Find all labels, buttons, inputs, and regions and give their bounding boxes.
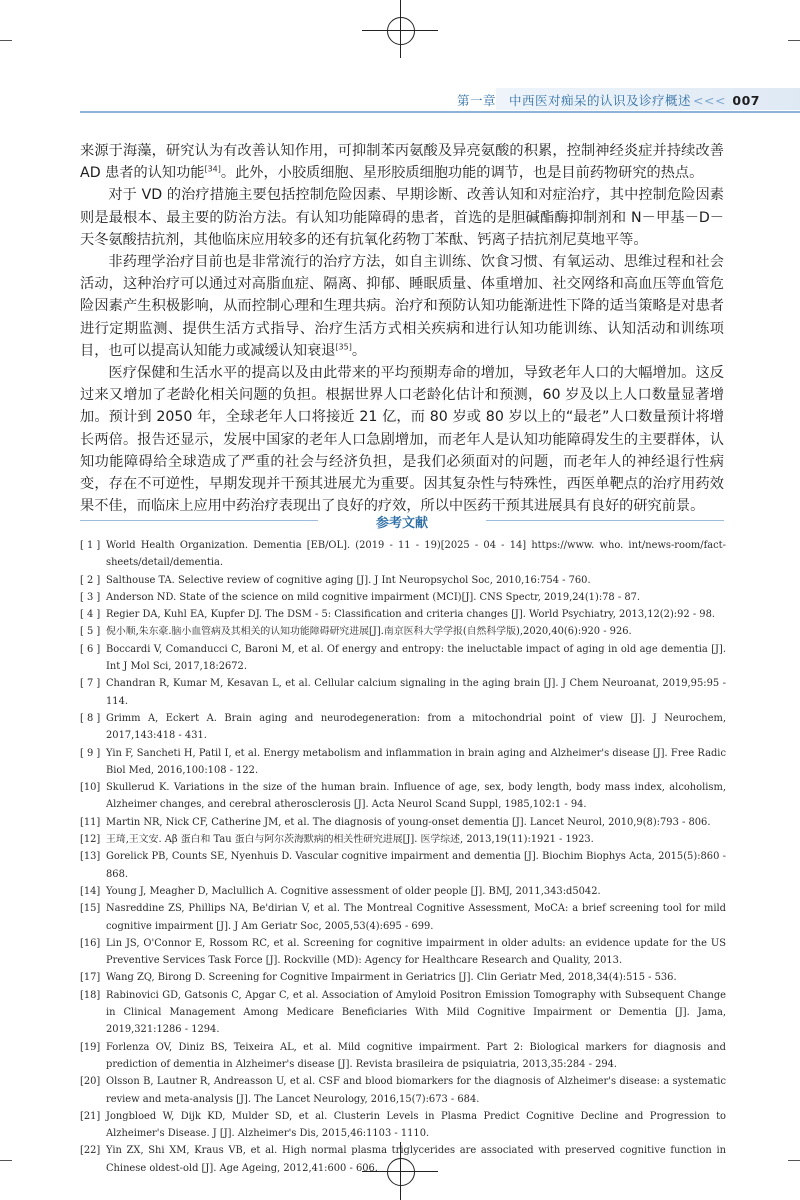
reference-text: Nasreddine ZS, Phillips NA, Be'dirian V, et al. The Montreal Cognitive Assessment, MoCA: a brief screening tool for mild cognitive impairment [J]. J Am Geriatr Soc, 2005,53(4):695 - 699. — [106, 903, 726, 932]
reference-text: Chandran R, Kumar M, Kesavan L, et al. Cellular calcium signaling in the aging brain [J]. J Chem Neuroanat, 2019,95:95 - 114. — [106, 678, 726, 707]
reference-number: [11] — [80, 816, 101, 828]
header-rule — [80, 111, 800, 113]
citation: [34] — [204, 164, 221, 174]
reference-number: [12] — [80, 834, 101, 846]
reference-item — [80, 589, 726, 606]
reference-number: [ 1 ] — [80, 540, 101, 551]
reference-text: Regier DA, Kuhl EA, Kupfer DJ. The DSM - 5: Classification and criteria changes [J]. World Psychiatry, 2013,12(2):92 - 98. — [106, 609, 716, 621]
reference-text: Olsson B, Lautner R, Andreasson U, et al. CSF and blood biomarkers for the diagnosis of Alzheimer's disease: a systematic review and meta-analysis [J]. The Lancet Neurology, 2016,15(7):673 - 684. — [106, 1076, 726, 1105]
reference-item — [80, 814, 726, 831]
reference-text: Young J, Meagher D, Maclullich A. Cognitive assessment of older people [J]. BMJ, 2011,343:d5042. — [106, 885, 601, 897]
reference-number: [13] — [80, 851, 101, 863]
reference-number: [ 8 ] — [80, 712, 101, 724]
references-title: 参考文献 — [375, 516, 428, 531]
corner-mark — [0, 40, 12, 41]
crop-mark-top-horizontal — [362, 30, 438, 31]
reference-item — [80, 641, 726, 676]
reference-item — [80, 623, 726, 640]
header-arrows: <<< — [693, 93, 726, 108]
reference-number: [17] — [80, 972, 101, 984]
reference-number: [ 5 ] — [80, 626, 101, 638]
reference-text: Skullerud K. Variations in the size of the human brain. Influence of age, sex, body length, body mass index, alcoholism, Alzheimer changes, and cerebral atherosclerosis [J]. Acta Neurol Scand Suppl, 1985,102:1 - 94. — [106, 782, 726, 811]
reference-number: [18] — [80, 989, 101, 1001]
paragraph: 对于 VD 的治疗措施主要包括控制危险因素、早期诊断、改善认知和对症治疗，其中控制危险因素则是最根本、最主要的防治方法。有认知功能障碍的患者，首选的是胆碱酯酶抑制剂和 N－甲基－D－天冬氨酸拮抗剂，其他临床应用较多的还有抗氧化药物丁苯酞、钙离子拮抗剂尼莫地平等。 — [80, 187, 724, 248]
body-text — [80, 140, 724, 517]
paragraph: 来源于海藻，研究认为有改善认知作用，可抑制苯丙氨酸及异亮氨酸的积累，控制神经炎症并持续改善 AD 患者的认知功能[34]。此外，小胶质细胞、星形胶质细胞功能的调节，也是目前药物研究的热点。 — [80, 143, 724, 182]
reference-item — [80, 1039, 726, 1074]
reference-item — [80, 883, 726, 900]
reference-text: Anderson ND. State of the science on mild cognitive impairment (MCI)[J]. CNS Spectr, 2019,24(1):78 - 87. — [106, 591, 641, 603]
reference-item — [80, 1073, 726, 1108]
reference-number: [10] — [80, 782, 101, 794]
reference-item — [80, 969, 726, 986]
reference-text: Forlenza OV, Diniz BS, Teixeira AL, et al. Mild cognitive impairment. Part 2: Biological markers for diagnosis and prediction of dementia in Alzheimer's disease [J]. Revista brasileira de psiquiatria, 2013,35:284 - 294. — [106, 1041, 726, 1070]
reference-item — [80, 987, 726, 1039]
reference-number: [22] — [80, 1145, 101, 1157]
reference-number: [ 4 ] — [80, 609, 101, 621]
running-header — [457, 91, 760, 109]
paragraph: 医疗保健和生活水平的提高以及由此带来的平均预期寿命的增加，导致老年人口的大幅增加。这反过来又增加了老龄化相关问题的负担。根据世界人口老龄化估计和预测，60 岁及以上人口数量显著增加。预计到 2050 年，全球老年人口将接近 21 亿，而 80 岁或 80 岁以上的“最老”人口数量预计将增长两倍。报告还显示，发展中国家的老年人口急剧增加，而老年人是认知功能障碍发生的主要群体，认知功能障碍给全球造成了严重的社会与经济负担，是我们必须面对的问题，而老年人的神经退行性病变，存在不可逆性，早期发现并干预其进展尤为重要。因其复杂性与特殊性，西医单靶点的治疗用药效果不佳，而临床上应用中药治疗表现出了良好的疗效，所以中医药干预其进展具有良好的研究前景。 — [80, 365, 724, 515]
chapter-title: 第一章 中西医对痴呆的认识及诊疗概述 — [456, 93, 691, 108]
reference-text: 倪小顺,朱东豪.脑小血管病及其相关的认知功能障碍研究进展[J].南京医科大学学报(自然科学版),2020,40(6):920 - 926. — [106, 626, 632, 638]
reference-number: [ 3 ] — [80, 591, 101, 603]
corner-mark — [0, 1160, 12, 1161]
reference-item — [80, 935, 726, 970]
reference-text: Boccardi V, Comanducci C, Baroni M, et al. Of energy and entropy: the ineluctable impact of aging in old age dementia [J]. Int J Mol Sci, 2017,18:2672. — [106, 643, 726, 673]
reference-text: Salthouse TA. Selective review of cognitive aging [J]. J Int Neuropsychol Soc, 2010,16:754 - 760. — [106, 574, 591, 586]
reference-number: [16] — [80, 937, 101, 949]
reference-item — [80, 675, 726, 710]
reference-item — [80, 745, 726, 780]
reference-number: [14] — [80, 885, 101, 897]
corner-mark — [788, 40, 800, 41]
references-heading — [80, 512, 724, 531]
reference-item — [80, 900, 726, 935]
reference-number: [19] — [80, 1041, 101, 1053]
reference-item — [80, 710, 726, 745]
citation: [35] — [335, 342, 352, 352]
heading-rule-right — [486, 520, 724, 521]
reference-item — [80, 1142, 726, 1177]
paragraph: 非药理学治疗目前也是非常流行的治疗方法，如自主训练、饮食习惯、有氧运动、思维过程和社会活动，这种治疗可以通过对高脂血症、隔离、抑郁、睡眠质量、体重增加、社交网络和高血压等血管危险因素产生积极影响，从而控制心理和生理共病。治疗和预防认知功能渐进性下降的适当策略是对患者进行定期监测、提供生活方式指导、治疗生活方式相关疾病和进行认知功能训练、认知活动和训练项目，也可以提高认知能力或减缓认知衰退[35]。 — [80, 254, 724, 359]
reference-item — [80, 831, 726, 848]
reference-text: Wang ZQ, Birong D. Screening for Cognitive Impairment in Geriatrics [J]. Clin Geriatr Med, 2018,34(4):515 - 536. — [106, 972, 677, 984]
reference-text: Rabinovici GD, Gatsonis C, Apgar C, et al. Association of Amyloid Positron Emission Tomography with Subsequent Change in Clinical Management Among Medicare Beneficiaries With Mild Cognitive Impairment or Dementia [J]. Jama, 2019,321:1286 - 1294. — [106, 989, 726, 1036]
reference-item — [80, 848, 726, 883]
reference-number: [ 7 ] — [80, 678, 101, 690]
reference-item — [80, 779, 726, 814]
reference-text: Gorelick PB, Counts SE, Nyenhuis D. Vascular cognitive impairment and dementia [J]. Biochim Biophys Acta, 2015(5):860 - 868. — [106, 851, 726, 880]
reference-text: Lin JS, O'Connor E, Rossom RC, et al. Screening for cognitive impairment in older adults: an evidence update for the US Preventive Services Task Force [J]. Rockville (MD): Agency for Healthcare Research and Quality, 2013. — [106, 937, 726, 967]
reference-number: [21] — [80, 1110, 101, 1122]
reference-text: Yin ZX, Shi XM, Kraus VB, et al. High normal plasma triglycerides are associated with preserved cognitive function in Chinese oldest-old [J]. Age Ageing, 2012,41:600 - 606. — [106, 1145, 726, 1174]
reference-number: [ 6 ] — [80, 643, 101, 655]
reference-item — [80, 572, 726, 589]
reference-number: [20] — [80, 1076, 101, 1088]
reference-list — [80, 537, 726, 1177]
reference-text: 王琦,王文安. Aβ 蛋白和 Tau 蛋白与阿尔茨海默病的相关性研究进展[J]. 医学综述, 2013,19(11):1921 - 1923. — [106, 834, 594, 846]
registration-mark-top — [387, 17, 415, 45]
reference-item — [80, 606, 726, 623]
reference-number: [15] — [80, 903, 101, 915]
reference-item — [80, 1108, 726, 1143]
reference-item — [80, 537, 726, 572]
heading-rule-left — [80, 520, 318, 521]
reference-text: World Health Organization. Dementia [EB/OL]. (2019 - 11 - 19)[2025 - 04 - 14] https://www. who. int/news-room/fact-sheets/detail/dementia. — [106, 540, 726, 569]
page-number: 007 — [732, 93, 760, 108]
corner-mark — [788, 1160, 800, 1161]
reference-text: Jongbloed W, Dijk KD, Mulder SD, et al. Clusterin Levels in Plasma Predict Cognitive Decline and Progression to Alzheimer's Disease. J [J]. Alzheimer's Dis, 2015,46:1103 - 1110. — [106, 1110, 726, 1140]
reference-text: Grimm A, Eckert A. Brain aging and neurodegeneration: from a mitochondrial point of view [J]. J Neurochem, 2017,143:418 - 431. — [106, 712, 726, 742]
reference-number: [ 9 ] — [80, 747, 101, 759]
reference-number: [ 2 ] — [80, 574, 101, 586]
reference-text: Yin F, Sancheti H, Patil I, et al. Energy metabolism and inflammation in brain aging and Alzheimer's disease [J]. Free Radic Biol Med, 2016,100:108 - 122. — [106, 747, 726, 776]
reference-text: Martin NR, Nick CF, Catherine JM, et al. The diagnosis of young-onset dementia [J]. Lancet Neurol, 2010,9(8):793 - 806. — [106, 816, 711, 828]
